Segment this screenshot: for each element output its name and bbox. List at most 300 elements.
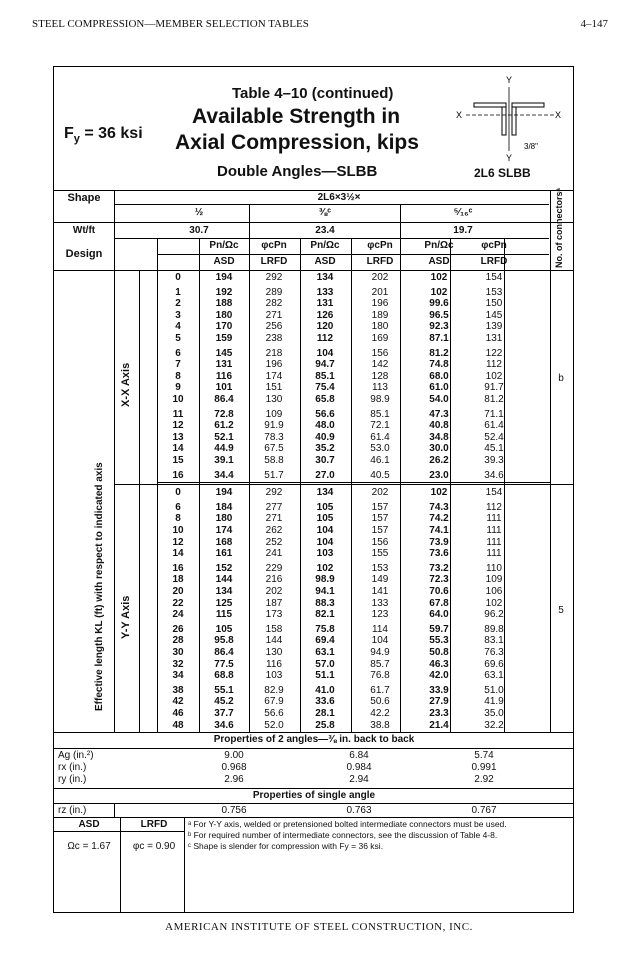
x-row-val-2-4: 196 bbox=[371, 298, 389, 310]
x-row-val-0-2: 292 bbox=[265, 272, 283, 283]
x-row-val-9-5: 61.0 bbox=[429, 382, 449, 394]
rule bbox=[120, 817, 121, 912]
shape-family: Double Angles—SLBB bbox=[217, 163, 378, 180]
y-row-val-14-2: 116 bbox=[266, 658, 282, 670]
y-row-val-1-4: 157 bbox=[371, 501, 389, 513]
y-row-val-10-2: 173 bbox=[265, 609, 283, 621]
x-row-val-0-6: 154 bbox=[485, 272, 503, 283]
x-row-val-7-5: 74.8 bbox=[429, 359, 449, 371]
x-row-val-5-3: 112 bbox=[316, 333, 334, 344]
x-row-kl-14: 14 bbox=[172, 443, 184, 455]
col-header-1: φcPn bbox=[261, 240, 287, 251]
y-row-val-19-5: 21.4 bbox=[429, 719, 449, 731]
x-row-kl-7: 7 bbox=[175, 359, 181, 371]
y-row-val-16-6: 51.0 bbox=[484, 684, 504, 696]
rule bbox=[450, 270, 451, 732]
y-row-val-19-3: 25.8 bbox=[315, 719, 335, 731]
y-row-val-11-4: 114 bbox=[372, 623, 388, 635]
props2-val-2-1: 2.94 bbox=[349, 774, 369, 786]
y-row-val-14-3: 57.0 bbox=[315, 658, 335, 670]
x-row-kl-2: 2 bbox=[175, 298, 181, 310]
y-row-val-18-3: 28.1 bbox=[315, 708, 335, 719]
x-row-val-16-2: 51.7 bbox=[264, 469, 284, 481]
y-row-val-5-1: 161 bbox=[215, 548, 233, 560]
x-row-val-6-4: 156 bbox=[371, 347, 389, 359]
x-row-val-9-6: 91.7 bbox=[484, 382, 504, 394]
x-row-val-3-4: 189 bbox=[371, 309, 389, 321]
x-row-val-14-3: 35.2 bbox=[315, 443, 335, 455]
col-header-2: Pn/Ωc bbox=[310, 240, 340, 251]
y-row-kl-2: 8 bbox=[175, 513, 181, 525]
x-row-kl-10: 10 bbox=[172, 394, 184, 405]
thickness-2: ⁵⁄₁₆ᶜ bbox=[453, 207, 473, 218]
x-row-val-9-2: 151 bbox=[265, 382, 283, 394]
note-1: ᵇ For required number of intermediate connectors, see the discussion of Table 4-8. bbox=[188, 830, 498, 841]
y-row-val-13-5: 50.8 bbox=[429, 647, 449, 658]
x-row-val-13-4: 61.4 bbox=[370, 431, 390, 443]
x-row-val-14-5: 30.0 bbox=[429, 443, 449, 455]
col-sub-5: LRFD bbox=[480, 256, 508, 267]
sect-y-top: Y bbox=[506, 75, 513, 85]
rule bbox=[54, 732, 573, 733]
x-row-val-13-6: 52.4 bbox=[484, 431, 504, 443]
x-row-val-10-3: 65.8 bbox=[315, 394, 335, 405]
x-row-val-16-6: 34.6 bbox=[484, 469, 504, 481]
y-row-val-10-1: 115 bbox=[215, 609, 233, 621]
weight-2: 19.7 bbox=[453, 225, 473, 236]
header-left: STEEL COMPRESSION—MEMBER SELECTION TABLES bbox=[32, 18, 309, 30]
connectors-label: No. of connectorsᵃ bbox=[554, 188, 564, 268]
y-row-val-12-5: 55.3 bbox=[429, 635, 449, 647]
y-row-val-5-3: 103 bbox=[316, 548, 334, 560]
y-row-kl-3: 10 bbox=[172, 525, 184, 536]
rule bbox=[249, 270, 250, 732]
y-row-val-8-6: 106 bbox=[485, 586, 503, 597]
y-row-val-16-2: 82.9 bbox=[264, 684, 284, 696]
y-row-val-13-2: 130 bbox=[265, 647, 283, 658]
x-row-val-16-3: 27.0 bbox=[315, 469, 335, 481]
col-sub-0: ASD bbox=[213, 256, 235, 267]
x-row-val-5-2: 238 bbox=[265, 333, 283, 344]
x-row-kl-3: 3 bbox=[175, 309, 181, 321]
x-row-val-14-2: 67.5 bbox=[264, 443, 284, 455]
y-row-val-10-4: 123 bbox=[371, 609, 389, 621]
x-row-val-6-6: 122 bbox=[485, 347, 503, 359]
footer: AMERICAN INSTITUTE OF STEEL CONSTRUCTION, INC. bbox=[165, 921, 473, 933]
y-row-val-12-4: 104 bbox=[371, 635, 389, 647]
y-row-val-7-2: 216 bbox=[265, 574, 283, 586]
y-row-val-2-2: 271 bbox=[265, 513, 283, 525]
rule bbox=[157, 254, 549, 255]
props2-label-2: ry (in.) bbox=[58, 774, 87, 786]
x-row-val-11-1: 72.8 bbox=[214, 408, 234, 420]
y-row-val-7-4: 149 bbox=[371, 574, 389, 586]
props1-title: Properties of single angle bbox=[252, 790, 376, 802]
x-row-val-8-2: 174 bbox=[265, 370, 283, 382]
x-row-val-15-3: 30.7 bbox=[315, 455, 335, 466]
y-row-val-17-2: 67.9 bbox=[264, 696, 284, 708]
y-row-val-8-3: 94.1 bbox=[315, 586, 335, 597]
x-row-val-13-1: 52.1 bbox=[214, 431, 234, 443]
y-row-kl-9: 22 bbox=[172, 597, 184, 609]
y-row-kl-10: 24 bbox=[172, 609, 184, 621]
x-row-val-2-1: 188 bbox=[215, 298, 233, 310]
y-row-val-0-4: 202 bbox=[371, 487, 389, 499]
y-row-val-18-5: 23.3 bbox=[429, 708, 449, 719]
y-row-val-0-5: 102 bbox=[430, 487, 448, 499]
x-row-val-4-4: 180 bbox=[371, 321, 389, 333]
y-row-val-15-3: 51.1 bbox=[315, 670, 335, 682]
y-axis-label: Y-Y Axis bbox=[120, 595, 132, 640]
y-row-val-19-1: 34.6 bbox=[214, 719, 234, 731]
y-row-val-4-3: 104 bbox=[316, 536, 334, 548]
y-row-val-0-1: 194 bbox=[215, 487, 233, 499]
y-row-val-4-2: 252 bbox=[265, 536, 283, 548]
y-row-val-7-3: 98.9 bbox=[315, 574, 335, 586]
col-sub-1: LRFD bbox=[260, 256, 288, 267]
y-row-val-16-3: 41.0 bbox=[315, 684, 335, 696]
y-row-val-11-1: 105 bbox=[215, 623, 233, 635]
y-row-val-2-1: 180 bbox=[215, 513, 233, 525]
rule bbox=[114, 190, 115, 270]
omega-value: Ωc = 1.67 bbox=[67, 841, 111, 853]
x-row-val-10-6: 81.2 bbox=[484, 394, 504, 405]
x-row-val-5-5: 87.1 bbox=[429, 333, 449, 344]
y-row-kl-18: 46 bbox=[172, 708, 184, 719]
x-row-val-5-6: 131 bbox=[485, 333, 503, 344]
y-row-val-17-4: 50.6 bbox=[370, 696, 390, 708]
sect-x-right: X bbox=[555, 110, 562, 120]
rz-val-1: 0.763 bbox=[346, 805, 372, 817]
x-row-kl-8: 8 bbox=[175, 370, 181, 382]
note-2: ᶜ Shape is slender for compression with Fy = 36 ksi. bbox=[188, 841, 384, 852]
x-row-val-11-3: 56.6 bbox=[315, 408, 335, 420]
y-row-val-17-5: 27.9 bbox=[429, 696, 449, 708]
rule bbox=[54, 222, 573, 223]
rule bbox=[400, 204, 401, 270]
rule bbox=[54, 831, 184, 832]
y-row-val-5-4: 155 bbox=[371, 548, 389, 560]
phi-value: φc = 0.90 bbox=[132, 841, 176, 853]
title-line-1: Available Strength in bbox=[192, 105, 401, 128]
x-row-val-10-1: 86.4 bbox=[214, 394, 234, 405]
x-row-val-12-3: 48.0 bbox=[315, 420, 335, 432]
weight-1: 23.4 bbox=[315, 225, 335, 236]
x-row-val-16-1: 34.4 bbox=[214, 469, 234, 481]
thickness-1: ⅜ᶜ bbox=[318, 207, 332, 218]
x-row-val-4-1: 170 bbox=[215, 321, 233, 333]
rule bbox=[351, 270, 352, 732]
x-row-kl-5: 5 bbox=[175, 333, 181, 344]
y-row-val-4-6: 111 bbox=[486, 536, 502, 548]
y-row-val-6-4: 153 bbox=[371, 562, 389, 574]
y-row-val-15-2: 103 bbox=[265, 670, 283, 682]
col-header-0: Pn/Ωc bbox=[209, 240, 239, 251]
rule bbox=[54, 270, 573, 271]
y-row-val-19-2: 52.0 bbox=[264, 719, 284, 731]
y-row-val-14-1: 77.5 bbox=[214, 658, 234, 670]
y-row-kl-17: 42 bbox=[172, 696, 184, 708]
y-row-val-15-4: 76.8 bbox=[370, 670, 390, 682]
y-row-val-13-4: 94.9 bbox=[370, 647, 390, 658]
y-row-val-6-3: 102 bbox=[316, 562, 334, 574]
x-row-val-3-5: 96.5 bbox=[429, 309, 449, 321]
x-row-val-1-5: 102 bbox=[430, 286, 448, 298]
rule bbox=[157, 482, 550, 483]
y-connectors: 5 bbox=[558, 605, 564, 617]
y-row-kl-0: 0 bbox=[175, 487, 181, 499]
x-row-val-4-5: 92.3 bbox=[429, 321, 449, 333]
wt-label: Wt/ft bbox=[72, 225, 96, 236]
y-row-val-15-6: 63.1 bbox=[484, 670, 504, 682]
x-row-val-14-6: 45.1 bbox=[484, 443, 504, 455]
x-row-val-16-5: 23.0 bbox=[429, 469, 449, 481]
x-row-val-8-6: 102 bbox=[485, 370, 503, 382]
rule bbox=[400, 270, 401, 732]
props2-val-0-0: 9.00 bbox=[224, 750, 244, 762]
x-row-kl-6: 6 bbox=[175, 347, 181, 359]
props2-label-0: Ag (in.²) bbox=[58, 750, 94, 762]
x-row-val-6-1: 145 bbox=[215, 347, 233, 359]
y-row-val-8-4: 141 bbox=[371, 586, 389, 597]
table-number: Table 4–10 (continued) bbox=[232, 85, 394, 102]
x-row-val-11-6: 71.1 bbox=[484, 408, 504, 420]
y-row-val-6-5: 73.2 bbox=[429, 562, 449, 574]
x-row-val-8-1: 116 bbox=[215, 370, 233, 382]
y-row-val-8-1: 134 bbox=[215, 586, 233, 597]
x-row-val-15-1: 39.1 bbox=[214, 455, 234, 466]
x-row-val-2-3: 131 bbox=[316, 298, 334, 310]
x-row-val-15-4: 46.1 bbox=[370, 455, 390, 466]
y-row-val-2-3: 105 bbox=[316, 513, 334, 525]
rule bbox=[157, 238, 158, 270]
y-row-val-18-6: 35.0 bbox=[484, 708, 504, 719]
sect-gap: 3/8" bbox=[524, 142, 538, 151]
y-row-val-15-1: 68.8 bbox=[214, 670, 234, 682]
x-row-val-8-3: 85.1 bbox=[315, 370, 335, 382]
y-row-val-12-2: 144 bbox=[265, 635, 283, 647]
title-line-2: Axial Compression, kips bbox=[175, 131, 419, 154]
y-row-val-17-1: 45.2 bbox=[214, 696, 234, 708]
y-row-val-13-1: 86.4 bbox=[214, 647, 234, 658]
y-row-val-6-1: 152 bbox=[215, 562, 233, 574]
y-row-val-5-2: 241 bbox=[265, 548, 283, 560]
y-row-kl-15: 34 bbox=[172, 670, 184, 682]
rule bbox=[550, 190, 551, 270]
y-row-val-17-6: 41.9 bbox=[484, 696, 504, 708]
x-row-kl-15: 15 bbox=[172, 455, 184, 466]
sect-x-left: X bbox=[456, 110, 463, 120]
x-axis-label: X-X Axis bbox=[120, 362, 132, 407]
col-header-4: Pn/Ωc bbox=[424, 240, 454, 251]
x-row-kl-4: 4 bbox=[175, 321, 181, 333]
x-row-val-3-2: 271 bbox=[265, 309, 283, 321]
x-row-val-1-3: 133 bbox=[316, 286, 334, 298]
x-row-val-15-6: 39.3 bbox=[484, 455, 504, 466]
rule bbox=[450, 238, 451, 270]
x-row-val-11-5: 47.3 bbox=[429, 408, 449, 420]
x-row-val-11-2: 109 bbox=[265, 408, 283, 420]
props2-val-1-0: 0.968 bbox=[221, 762, 247, 774]
props2-val-1-1: 0.984 bbox=[346, 762, 372, 774]
rule bbox=[139, 270, 140, 732]
rule bbox=[351, 238, 352, 270]
y-row-val-8-2: 202 bbox=[265, 586, 283, 597]
y-row-val-19-4: 38.8 bbox=[370, 719, 390, 731]
y-row-val-4-4: 156 bbox=[371, 536, 389, 548]
rule bbox=[157, 270, 158, 732]
rule bbox=[54, 803, 573, 804]
y-row-val-5-5: 73.6 bbox=[429, 548, 449, 560]
y-row-val-3-5: 74.1 bbox=[429, 525, 449, 536]
yield-strength: $F_y = 36$ ksi bbox=[64, 125, 143, 146]
x-row-val-2-5: 99.6 bbox=[429, 298, 449, 310]
x-row-val-12-5: 40.8 bbox=[429, 420, 449, 432]
rule bbox=[54, 817, 573, 818]
rule bbox=[114, 238, 549, 239]
rule bbox=[114, 803, 115, 817]
x-row-val-0-1: 194 bbox=[215, 272, 233, 283]
x-row-val-1-1: 192 bbox=[215, 286, 233, 298]
y-row-val-16-1: 55.1 bbox=[214, 684, 234, 696]
y-row-val-9-3: 88.3 bbox=[315, 597, 335, 609]
y-row-val-16-4: 61.7 bbox=[370, 684, 390, 696]
rule bbox=[504, 270, 505, 732]
props2-val-2-2: 2.92 bbox=[474, 774, 494, 786]
x-row-val-12-6: 61.4 bbox=[484, 420, 504, 432]
x-row-val-5-4: 169 bbox=[371, 333, 389, 344]
y-row-val-8-5: 70.6 bbox=[429, 586, 449, 597]
y-row-val-11-6: 89.8 bbox=[484, 623, 504, 635]
y-row-val-18-4: 42.2 bbox=[370, 708, 390, 719]
y-row-val-2-5: 74.2 bbox=[429, 513, 449, 525]
thickness-0: ½ bbox=[194, 207, 204, 218]
table-frame bbox=[53, 66, 574, 913]
y-row-val-1-5: 74.3 bbox=[429, 501, 449, 513]
y-row-val-9-6: 102 bbox=[485, 597, 503, 609]
y-row-kl-7: 18 bbox=[172, 574, 184, 586]
x-row-val-6-5: 81.2 bbox=[429, 347, 449, 359]
x-row-val-10-5: 54.0 bbox=[429, 394, 449, 405]
x-row-val-12-2: 91.9 bbox=[264, 420, 284, 432]
y-row-val-1-1: 184 bbox=[215, 501, 233, 513]
y-row-val-18-2: 56.6 bbox=[264, 708, 284, 719]
x-row-val-3-1: 180 bbox=[215, 309, 233, 321]
x-row-val-13-3: 40.9 bbox=[315, 431, 335, 443]
y-row-val-0-2: 292 bbox=[265, 487, 283, 499]
props2-title: Properties of 2 angles—⅜ in. back to back bbox=[213, 734, 415, 746]
x-row-val-7-6: 112 bbox=[486, 359, 502, 371]
y-row-val-13-3: 63.1 bbox=[315, 647, 335, 658]
rule bbox=[54, 788, 573, 789]
y-row-val-7-6: 109 bbox=[485, 574, 503, 586]
y-row-val-18-1: 37.7 bbox=[214, 708, 234, 719]
y-row-val-2-6: 111 bbox=[486, 513, 502, 525]
y-row-val-0-3: 134 bbox=[316, 487, 334, 499]
y-row-val-12-3: 69.4 bbox=[315, 635, 335, 647]
rule bbox=[114, 270, 115, 732]
y-row-kl-13: 30 bbox=[172, 647, 184, 658]
rz-val-2: 0.767 bbox=[471, 805, 497, 817]
page-number: 4–147 bbox=[580, 18, 608, 30]
y-row-kl-11: 26 bbox=[172, 623, 184, 635]
rule bbox=[114, 204, 549, 205]
double-angle-section-icon bbox=[454, 73, 564, 163]
y-row-val-4-1: 168 bbox=[215, 536, 233, 548]
y-row-val-5-6: 111 bbox=[486, 548, 502, 560]
y-row-val-6-6: 110 bbox=[486, 562, 502, 574]
x-row-val-7-1: 131 bbox=[215, 359, 233, 371]
rule bbox=[199, 270, 200, 732]
props2-val-0-2: 5.74 bbox=[474, 750, 494, 762]
y-row-val-14-6: 69.6 bbox=[484, 658, 504, 670]
y-row-val-17-3: 33.6 bbox=[315, 696, 335, 708]
design-label: Design bbox=[65, 248, 103, 260]
y-row-val-10-3: 82.1 bbox=[315, 609, 335, 621]
rule bbox=[54, 748, 573, 749]
effective-length-label: Effective length KL (ft) with respect to indicated axis bbox=[94, 462, 105, 712]
designation: 2L6 SLBB bbox=[474, 166, 531, 180]
x-row-val-9-3: 75.4 bbox=[315, 382, 335, 394]
x-row-val-4-3: 120 bbox=[316, 321, 334, 333]
y-row-kl-5: 14 bbox=[172, 548, 184, 560]
y-row-val-7-5: 72.3 bbox=[429, 574, 449, 586]
x-row-val-5-1: 159 bbox=[215, 333, 233, 344]
y-row-val-15-5: 42.0 bbox=[429, 670, 449, 682]
y-row-val-1-3: 105 bbox=[316, 501, 334, 513]
x-row-kl-9: 9 bbox=[175, 382, 181, 394]
y-row-val-9-1: 125 bbox=[215, 597, 233, 609]
x-row-val-0-5: 102 bbox=[430, 272, 448, 283]
y-row-kl-8: 20 bbox=[172, 586, 184, 597]
x-row-val-3-6: 145 bbox=[485, 309, 503, 321]
x-row-val-16-4: 40.5 bbox=[370, 469, 390, 481]
x-row-val-13-5: 34.8 bbox=[429, 431, 449, 443]
x-row-val-1-2: 289 bbox=[265, 286, 283, 298]
y-row-val-12-6: 83.1 bbox=[484, 635, 504, 647]
col-sub-3: LRFD bbox=[366, 256, 394, 267]
y-row-val-7-1: 144 bbox=[215, 574, 233, 586]
asd-label: ASD bbox=[78, 819, 100, 831]
rz-label: rz (in.) bbox=[58, 805, 87, 817]
y-row-kl-1: 6 bbox=[175, 501, 181, 513]
col-header-3: φcPn bbox=[367, 240, 393, 251]
x-row-val-0-3: 134 bbox=[316, 272, 334, 283]
y-row-val-10-6: 96.2 bbox=[484, 609, 504, 621]
rule bbox=[300, 270, 301, 732]
y-row-val-3-3: 104 bbox=[316, 525, 334, 536]
x-row-val-3-3: 126 bbox=[316, 309, 334, 321]
y-row-val-11-3: 75.8 bbox=[315, 623, 335, 635]
x-row-kl-12: 12 bbox=[172, 420, 184, 432]
x-row-val-7-3: 94.7 bbox=[315, 359, 335, 371]
x-row-val-1-6: 153 bbox=[485, 286, 503, 298]
y-row-kl-4: 12 bbox=[172, 536, 184, 548]
y-row-kl-12: 28 bbox=[172, 635, 184, 647]
y-row-val-3-2: 262 bbox=[265, 525, 283, 536]
x-row-val-2-2: 282 bbox=[265, 298, 283, 310]
x-row-val-15-2: 58.8 bbox=[264, 455, 284, 466]
y-row-val-1-2: 277 bbox=[265, 501, 283, 513]
x-row-kl-13: 13 bbox=[172, 431, 184, 443]
x-row-val-7-4: 142 bbox=[371, 359, 389, 371]
props2-val-0-1: 6.84 bbox=[349, 750, 369, 762]
props2-val-1-2: 0.991 bbox=[471, 762, 497, 774]
lrfd-label: LRFD bbox=[140, 819, 168, 831]
rule bbox=[249, 204, 250, 270]
y-row-kl-14: 32 bbox=[172, 658, 184, 670]
x-row-val-6-3: 104 bbox=[316, 347, 334, 359]
